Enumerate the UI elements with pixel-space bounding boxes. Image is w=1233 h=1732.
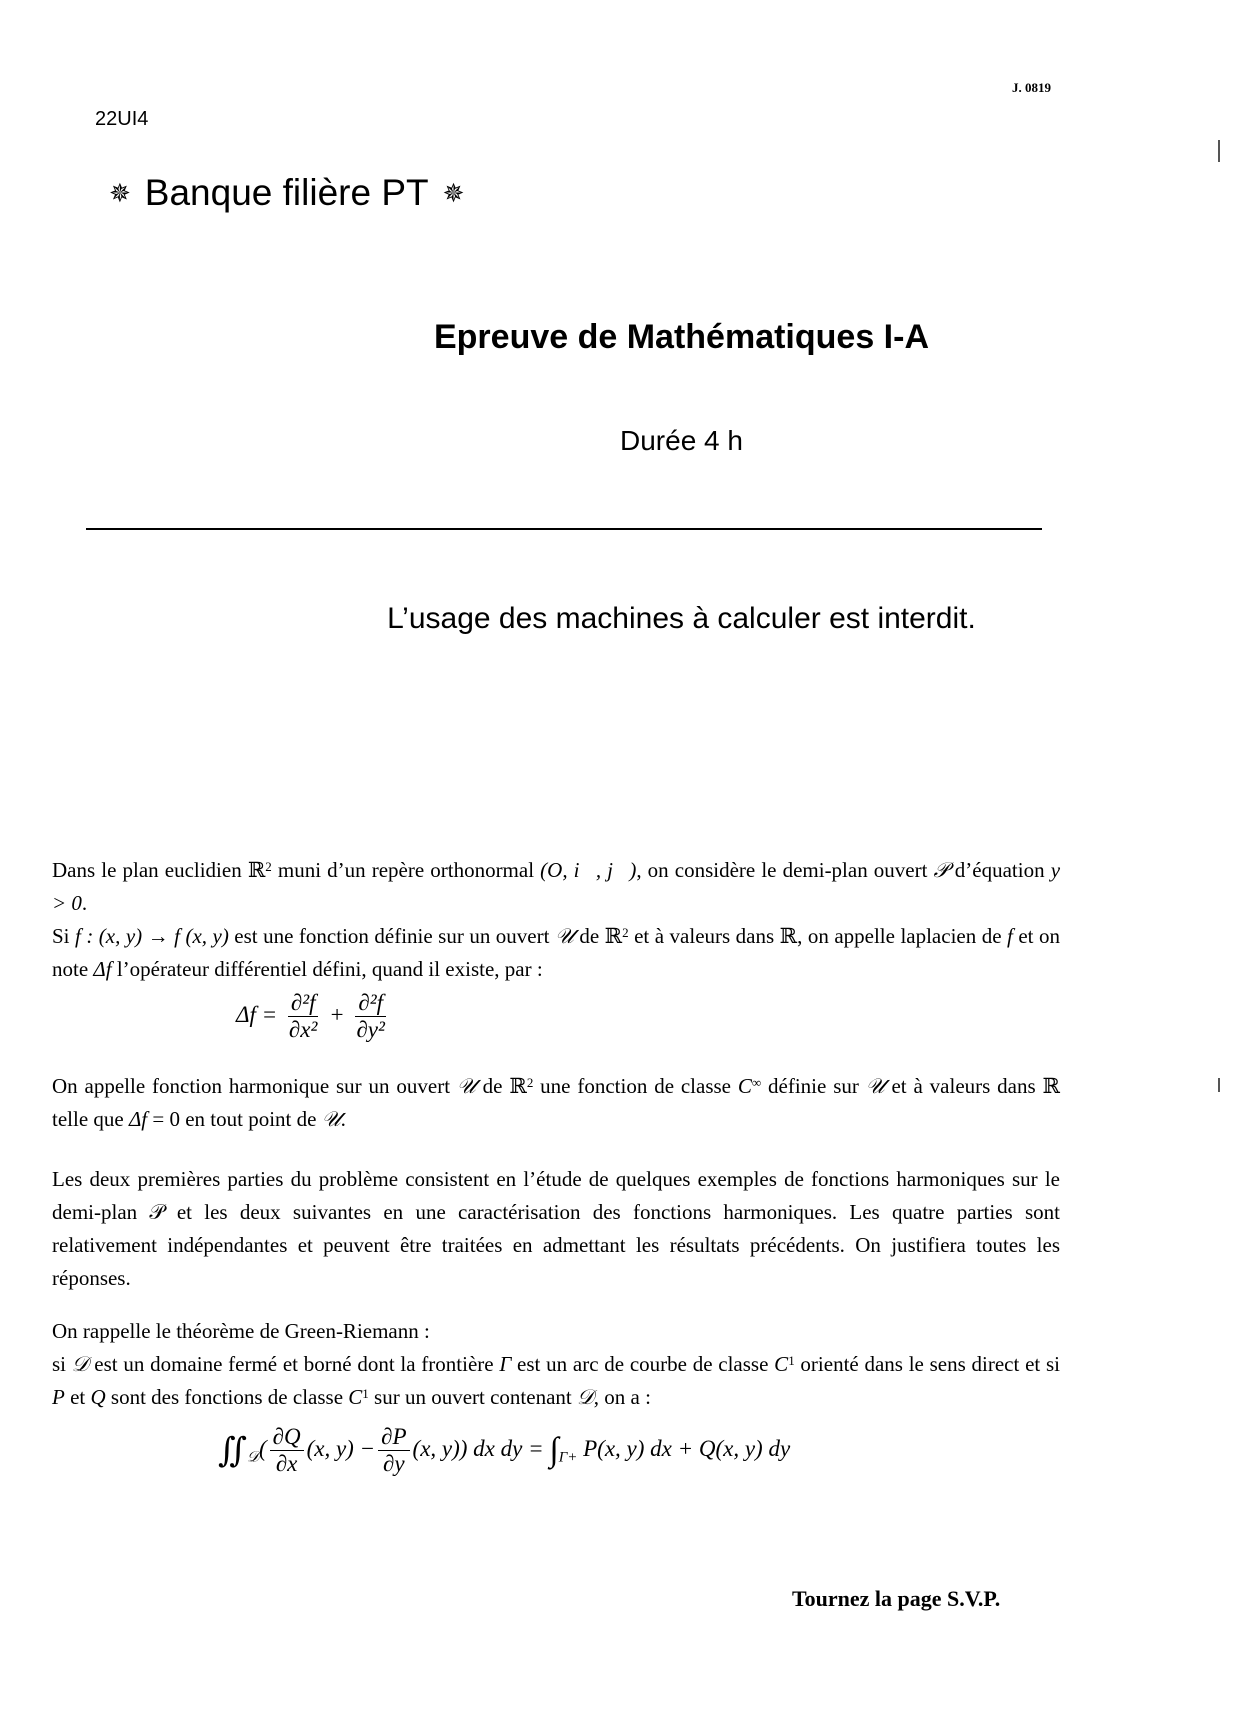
text: une fonction de classe: [533, 1074, 738, 1098]
notice-text: L’usage des machines à calculer est interdit.: [387, 602, 976, 635]
open-set-symbol: 𝒰: [554, 924, 574, 948]
class-symbol: C: [737, 1074, 752, 1098]
text: On rappelle le théorème de Green-Riemann :: [52, 1319, 430, 1343]
paren: (: [258, 1435, 267, 1461]
exponent: 1: [788, 1353, 795, 1368]
function-symbol: f: [1007, 924, 1013, 948]
text: est un domaine fermé et borné dont la frontière: [88, 1352, 500, 1376]
banque-label: Banque filière PT: [144, 172, 429, 213]
laplacian-symbol: Δf: [128, 1107, 148, 1131]
domain-subscript: 𝒟: [246, 1447, 259, 1466]
text: On appelle fonction harmonique sur un ouvert: [52, 1074, 457, 1098]
scan-mark: [1218, 1078, 1220, 1092]
laplacian-symbol: Δf: [93, 957, 112, 981]
function-symbol: Q: [90, 1385, 106, 1409]
function-mapping: f : (x, y) → f (x, y): [75, 924, 229, 948]
star-icon: ✵: [442, 177, 465, 208]
text: de: [475, 1074, 510, 1098]
fraction: [286, 990, 320, 1043]
formula-rhs: P(x, y) dx + Q(x, y) dy: [583, 1435, 791, 1461]
text: si: [52, 1352, 72, 1376]
star-icon: ✵: [109, 177, 131, 208]
exponent: 1: [362, 1386, 369, 1401]
boundary-symbol: Γ: [499, 1352, 512, 1376]
text: d’équation: [948, 858, 1051, 882]
double-integral-symbol: ∬: [218, 1432, 247, 1470]
integral-symbol: ∫: [549, 1431, 559, 1469]
numerator: ∂Q: [270, 1424, 304, 1451]
duration-text: Durée 4 h: [620, 425, 743, 456]
reals-symbol: ℝ: [1042, 1074, 1060, 1098]
problem-overview: Les deux premières parties du problème consistent en l’étude de quelques exemples de fonctions harmoniques sur le demi-plan 𝒫 et les deux suivantes en une caractérisation des fonctions harmoniques. Les quatre parties sont relativement indépendantes et peuvent être traitées en admettant les résultats précédents. On justifiera toutes les réponses.: [52, 1167, 1060, 1290]
formula-text: (x, y)) dx dy =: [412, 1435, 544, 1461]
reals-symbol: ℝ: [247, 858, 266, 882]
banque-heading: [95, 172, 478, 214]
denominator: ∂y: [383, 1451, 405, 1476]
text: définie sur: [761, 1074, 866, 1098]
denominator: ∂x: [275, 1451, 298, 1476]
text: est une fonction définie sur un ouvert: [228, 924, 555, 948]
text: de: [573, 924, 605, 948]
text: l’opérateur différentiel défini, quand il existe, par :: [111, 957, 543, 981]
class-symbol: C: [774, 1352, 789, 1376]
text: et: [64, 1385, 91, 1409]
reals-symbol: ℝ: [509, 1074, 527, 1098]
green-riemann-formula: [218, 1424, 790, 1477]
text: .: [340, 1107, 346, 1131]
numerator: ∂P: [378, 1424, 409, 1451]
plus-sign: +: [329, 1001, 345, 1027]
exponent: ∞: [751, 1075, 762, 1090]
function-symbol: P: [52, 1385, 65, 1409]
text: = 0 en tout point de: [147, 1107, 322, 1131]
denominator: ∂x²: [288, 1017, 318, 1042]
title-text: Epreuve de Mathématiques I-A: [433, 318, 929, 356]
domain-symbol: 𝒟: [577, 1385, 594, 1409]
document-reference: J. 0819: [1012, 80, 1051, 95]
exponent: 2: [526, 1075, 534, 1090]
text: sur un ouvert contenant: [368, 1385, 577, 1409]
laplacian-formula: [236, 990, 391, 1043]
fraction: [270, 1424, 304, 1477]
green-riemann-paragraph: [52, 1315, 1060, 1414]
text: est un arc de courbe de classe: [511, 1352, 775, 1376]
condition: y > 0: [52, 858, 1061, 915]
turn-page-note: Tournez la page S.V.P.: [792, 1586, 1001, 1611]
exam-duration: [0, 425, 1233, 457]
open-set-symbol: 𝒰: [321, 1107, 341, 1131]
denominator: ∂y²: [356, 1017, 385, 1042]
text: .: [81, 891, 88, 915]
exponent: 2: [622, 925, 629, 940]
divider: [86, 528, 1042, 530]
text: et on note: [52, 924, 1061, 981]
numerator: ∂²f: [288, 990, 319, 1017]
formula-lhs: Δf =: [236, 1001, 278, 1027]
domain-symbol: 𝒟: [71, 1352, 89, 1376]
text: Si: [52, 924, 75, 948]
text: et à valeurs dans: [884, 1074, 1043, 1098]
text: , on considère le demi-plan ouvert: [636, 858, 934, 882]
reals-symbol: ℝ: [604, 924, 623, 948]
text: sont des fonctions de classe: [105, 1385, 349, 1409]
harmonic-definition: [52, 1070, 1060, 1136]
open-set-symbol: 𝒰: [865, 1074, 885, 1098]
scan-mark: [1218, 140, 1220, 162]
text: , on appelle laplacien de: [797, 924, 1008, 948]
reals-symbol: ℝ: [779, 924, 798, 948]
text: muni d’un repère orthonormal: [271, 858, 541, 882]
exam-code: 22UI4: [95, 108, 149, 130]
text: Dans le plan euclidien: [52, 858, 248, 882]
text: et à valeurs dans: [628, 924, 780, 948]
page-title: [0, 318, 1233, 357]
open-set-symbol: 𝒰: [456, 1074, 476, 1098]
contour-subscript: Γ+: [558, 1449, 578, 1466]
text: , on a :: [593, 1385, 651, 1409]
fraction: [353, 990, 387, 1043]
half-plane-symbol: 𝒫: [933, 858, 949, 882]
calculator-notice: [0, 602, 1233, 636]
text: orienté dans le sens direct et si: [794, 1352, 1060, 1376]
formula-text: (x, y) −: [306, 1435, 376, 1461]
exponent: 2: [265, 859, 272, 874]
intro-paragraph: [52, 854, 1060, 986]
class-symbol: C: [348, 1385, 363, 1409]
fraction: [378, 1424, 409, 1477]
text: telle que: [52, 1107, 129, 1131]
numerator: ∂²f: [355, 990, 386, 1017]
frame-notation: (O, i⃗, j⃗): [540, 858, 637, 882]
